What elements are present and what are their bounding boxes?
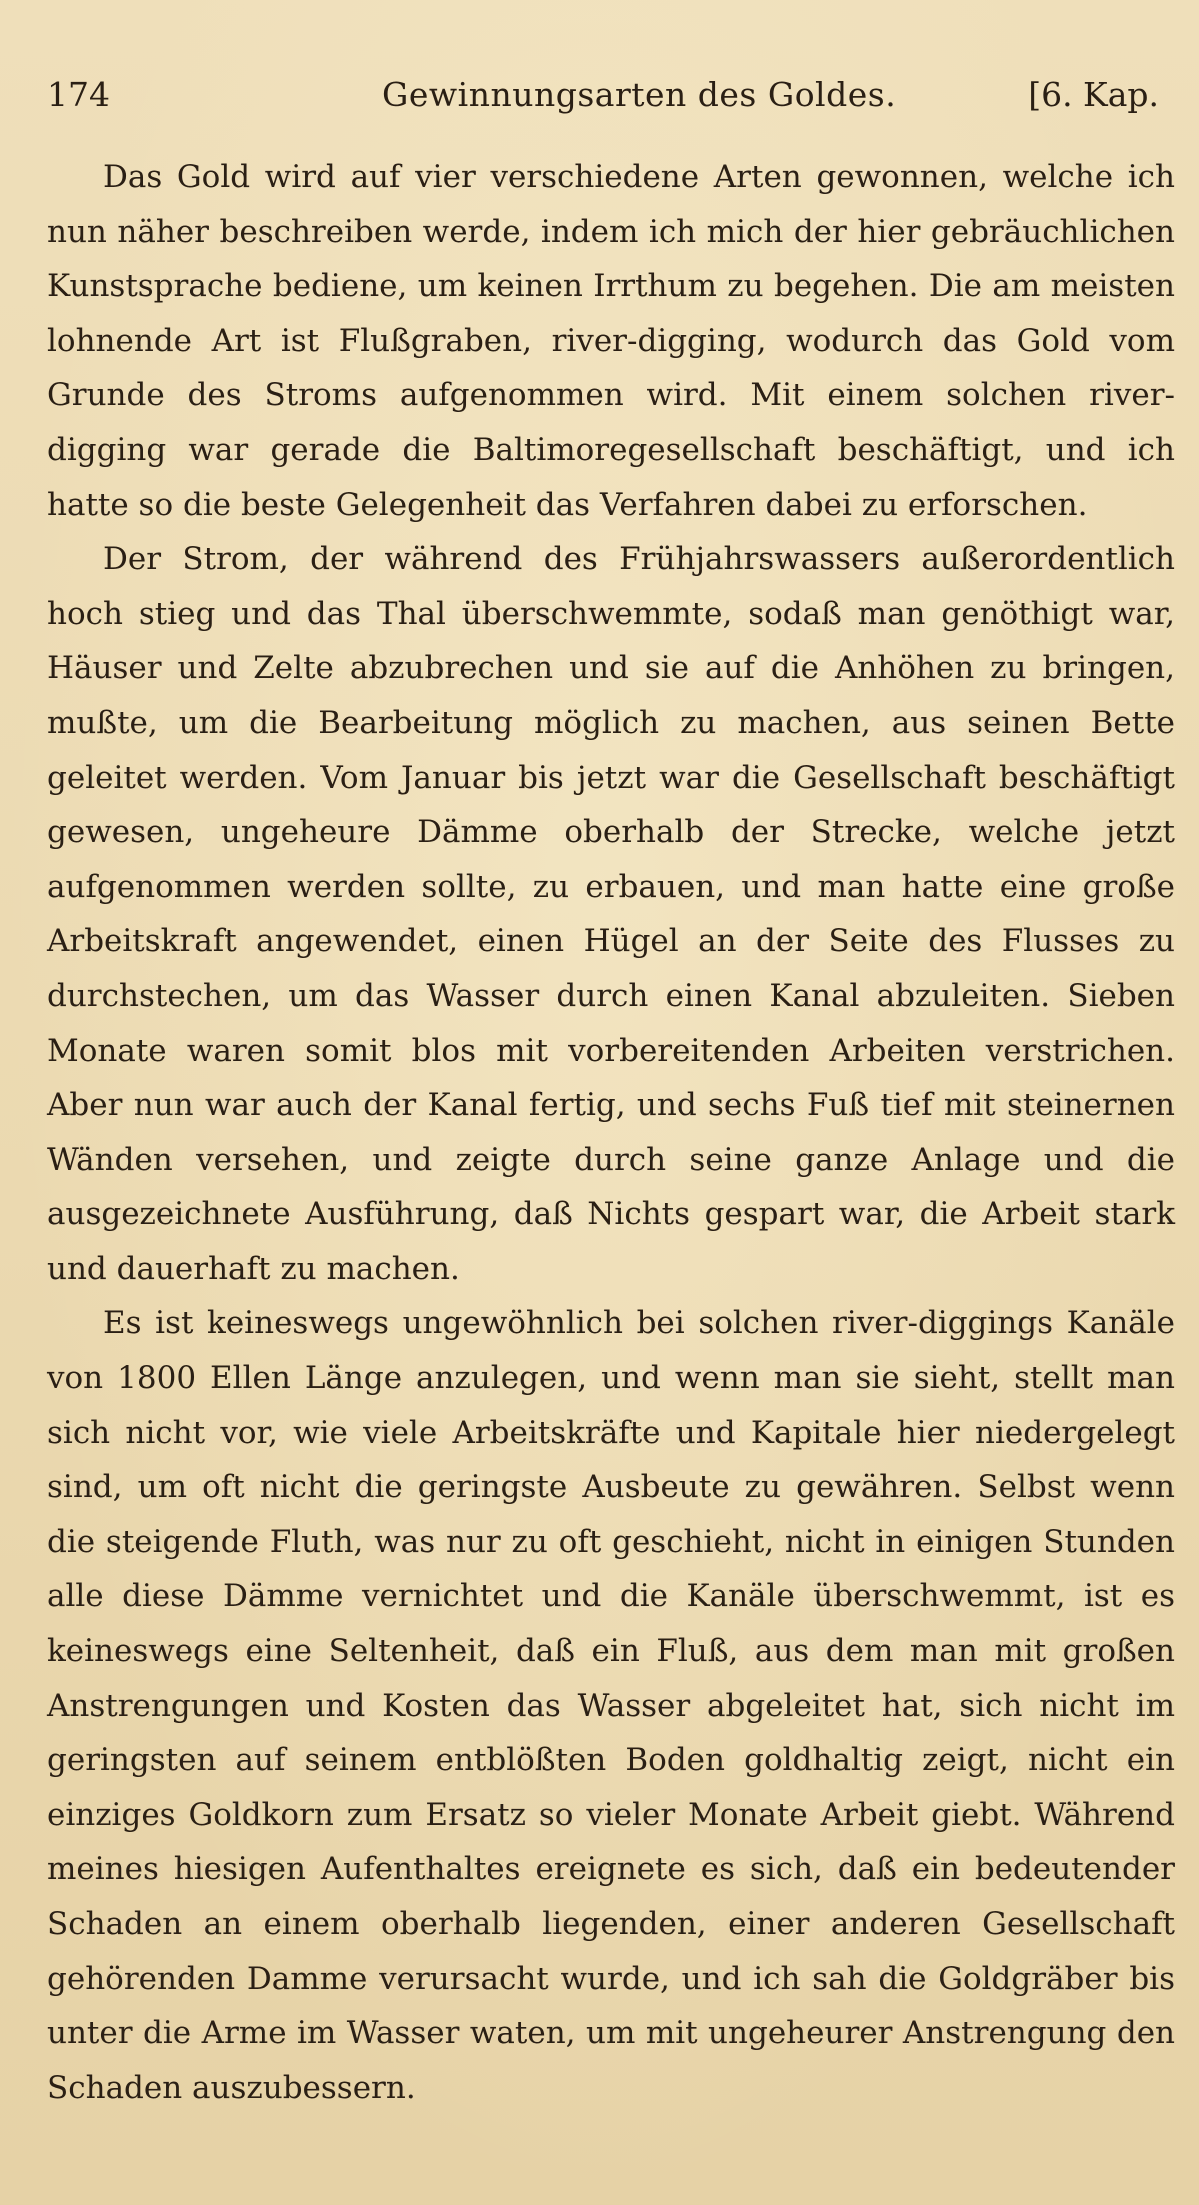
page-body [47, 150, 1175, 2115]
paragraph-3: Es ist keineswegs ungewöhnlich bei solchen river-diggings Kanäle von 1800 Ellen Länge anzulegen, und wenn man sie sieht, stellt man sich nicht vor, wie viele Arbeitskräfte und Kapitale hier niedergelegt sind, um oft nicht die geringste Ausbeute zu gewähren. Selbst wenn die steigende Fluth, was nur zu oft geschieht, nicht in einigen Stunden alle diese Dämme vernichtet und die Kanäle überschwemmt, ist es keineswegs eine Seltenheit, daß ein Fluß, aus dem man mit großen Anstrengungen und Kosten das Wasser abgeleitet hat, sich nicht im geringsten auf seinem entblößten Boden goldhaltig zeigt, nicht ein einziges Goldkorn zum Ersatz so vieler Monate Arbeit giebt. Während meines hiesigen Aufenthaltes ereignete es sich, daß ein bedeutender Schaden an einem oberhalb liegenden, einer anderen Gesellschaft gehörenden Damme verursacht wurde, und ich sah die Goldgräber bis unter die Arme im Wasser waten, um mit ungeheurer Anstrengung den Schaden auszubessern. [47, 1305, 1175, 2106]
page-header [47, 66, 1175, 124]
running-head: Gewinnungsarten des Goldes. [382, 75, 897, 114]
paragraph-2: Der Strom, der während des Frühjahrswassers außerordentlich hoch stieg und das Thal überschwemmte, sodaß man genöthigt war, Häuser und Zelte abzubrechen und sie auf die Anhöhen zu bringen, mußte, um die Bearbeitung möglich zu machen, aus seinen Bette geleitet werden. Vom Januar bis jetzt war die Gesellschaft beschäftigt gewesen, ungeheure Dämme oberhalb der Strecke, welche jetzt aufgenommen werden sollte, zu erbauen, und man hatte eine große Arbeitskraft angewendet, einen Hügel an der Seite des Flusses zu durchstechen, um das Wasser durch einen Kanal abzuleiten. Sieben Monate waren somit blos mit vorbereitenden Arbeiten verstrichen. Aber nun war auch der Kanal fertig, und sechs Fuß tief mit steinernen Wänden versehen, und zeigte durch seine ganze Anlage und die ausgezeichnete Ausführung, daß Nichts gespart war, die Arbeit stark und dauerhaft zu machen. [47, 541, 1175, 1287]
chapter-reference: [6. Kap. [1028, 75, 1159, 114]
paragraph-1: Das Gold wird auf vier verschiedene Arten gewonnen, welche ich nun näher beschreiben werde, indem ich mich der hier gebräuchlichen Kunstsprache bediene, um keinen Irrthum zu begehen. Die am meisten lohnende Art ist Flußgraben, river-digging, wodurch das Gold vom Grunde des Stroms aufgenommen wird. Mit einem solchen river-digging war gerade die Baltimoregesellschaft beschäftigt, und ich hatte so die beste Gelegenheit das Verfahren dabei zu erforschen. [47, 159, 1175, 523]
page-number: 174 [47, 75, 110, 114]
